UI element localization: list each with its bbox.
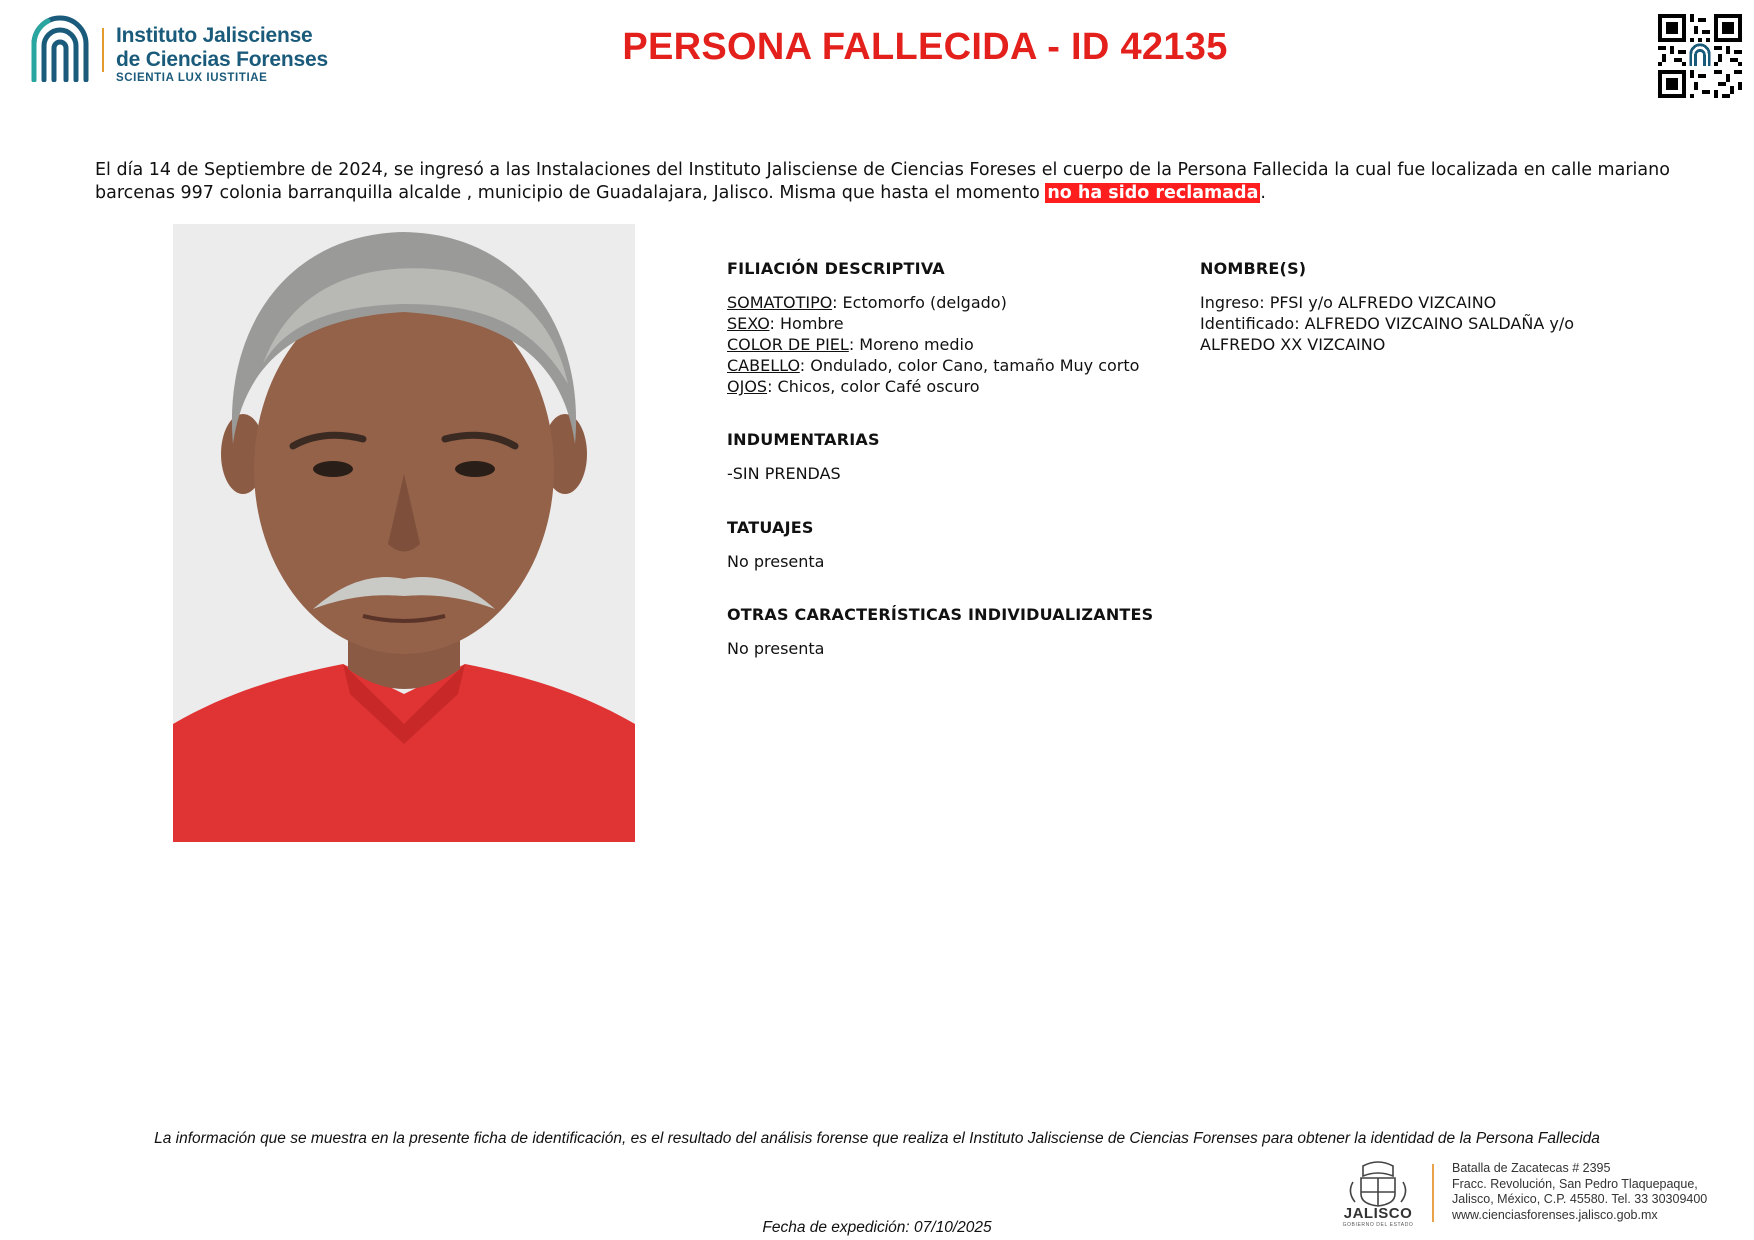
filiacion-cabello (727, 355, 1139, 376)
heading-tatuajes: TATUAJES (727, 518, 814, 537)
unclaimed-highlight: no ha sido reclamada (1047, 183, 1259, 203)
nombre-identificado-line1: Identificado: ALFREDO VIZCAINO SALDAÑA y/o (1200, 314, 1575, 333)
address-line-3: Jalisco, México, C.P. 45580. Tel. 33 30309400 (1452, 1192, 1708, 1206)
label-somatotipo: SOMATOTIPO (727, 293, 833, 312)
value-cabello: : Ondulado, color Cano, tamaño Muy corto (799, 356, 1140, 375)
label-cabello: CABELLO (727, 356, 800, 375)
intro-paragraph (95, 159, 1715, 205)
value-ojos: : Chicos, color Café oscuro (767, 377, 980, 396)
jalisco-label: JALISCO (1343, 1205, 1413, 1222)
logo-motto: SCIENTIA LUX IUSTITIAE (116, 72, 268, 84)
indumentarias-text: -SIN PRENDAS (727, 464, 841, 483)
filiacion-color-piel (727, 334, 1139, 355)
address-website: www.cienciasforenses.jalisco.gob.mx (1452, 1207, 1658, 1222)
jalisco-sublabel: GOBIERNO DEL ESTADO (1342, 1222, 1414, 1228)
address-line-1: Batalla de Zacatecas # 2395 (1452, 1161, 1611, 1175)
heading-indumentarias: INDUMENTARIAS (727, 430, 880, 449)
label-color-piel: COLOR DE PIEL (727, 335, 849, 354)
value-somatotipo: : Ectomorfo (delgado) (832, 293, 1007, 312)
logo-name-line2: de Ciencias Forenses (116, 48, 328, 71)
label-sexo: SEXO (727, 314, 770, 333)
tatuajes-text: No presenta (727, 552, 825, 571)
disclaimer-text: La información que se muestra en la presente ficha de identificación, es el resultado del análisis forense que realiza el Instituto Jalisciense de Ciencias Forenses para obtener la identidad de la Persona Fallecida (154, 1130, 1600, 1147)
page-title: PERSONA FALLECIDA - ID 42135 (622, 26, 1228, 68)
issue-date: Fecha de expedición: 07/10/2025 (762, 1219, 992, 1236)
intro-text: El día 14 de Septiembre de 2024, se ingresó a las Instalaciones del Instituto Jalisciense de Ciencias Foreses el cuerpo de la Persona Fallecida la cual fue localizada en calle mariano barcenas 997 colonia barranquilla alcalde , municipio de Guadalajara, Jalisco. Misma que hasta el momento (95, 160, 1670, 203)
label-ojos: OJOS (727, 377, 768, 396)
intro-end: . (1260, 183, 1266, 203)
qr-code-icon (1658, 14, 1742, 98)
logo-name-line1: Instituto Jalisciense (116, 24, 313, 47)
deceased-person-photo (173, 224, 635, 842)
filiacion-ojos (727, 376, 1139, 397)
filiacion-list (727, 292, 1139, 397)
institute-address (1452, 1161, 1707, 1223)
nombre-ingreso: Ingreso: PFSI y/o ALFREDO VIZCAINO (1200, 293, 1497, 312)
address-line-2: Fracc. Revolución, San Pedro Tlaquepaque, (1452, 1176, 1698, 1191)
value-sexo: : Hombre (769, 314, 844, 333)
filiacion-sexo (727, 313, 1139, 334)
value-color-piel: : Moreno medio (848, 335, 974, 354)
otras-caracteristicas-text: No presenta (727, 639, 825, 658)
heading-nombres: NOMBRE(S) (1200, 259, 1307, 278)
address-divider (1432, 1164, 1434, 1222)
filiacion-somatotipo (727, 292, 1139, 313)
nombres-block (1200, 292, 1620, 355)
heading-otras-caracteristicas: OTRAS CARACTERÍSTICAS INDIVIDUALIZANTES (727, 605, 1154, 624)
nombre-identificado-line2: ALFREDO XX VIZCAINO (1200, 335, 1386, 354)
heading-filiacion: FILIACIÓN DESCRIPTIVA (727, 259, 945, 278)
